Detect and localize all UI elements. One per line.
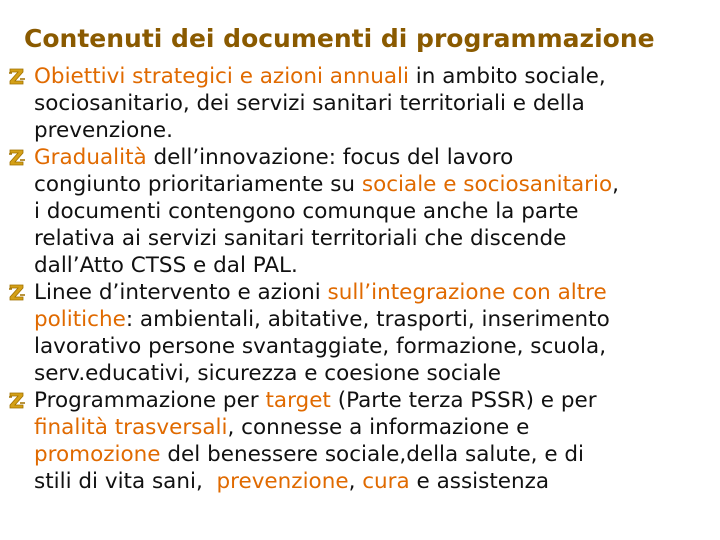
bullet-line: sociosanitario, dei servizi sanitari territoriali e della [34, 91, 585, 116]
bullet-line: dall’Atto CTSS e dal PAL. [34, 253, 298, 278]
bullet-line: politiche: ambientali, abitative, trasporti, inserimento [34, 307, 610, 332]
bullet-line: Programmazione per target (Parte terza PSSR) e per [34, 388, 597, 413]
slide-title: Contenuti dei documenti di programmazione [24, 24, 655, 53]
bullet-item [4, 279, 704, 387]
bullet-list [4, 63, 704, 495]
bullet-line: Obiettivi strategici e azioni annuali in ambito sociale, [34, 64, 606, 89]
z-shaped-bullet-icon [6, 63, 30, 90]
bullet-line: serv.educativi, sicurezza e coesione sociale [34, 361, 502, 386]
bullet-line: prevenzione. [34, 118, 173, 143]
bullet-line: i documenti contengono comunque anche la parte [34, 199, 579, 224]
z-shaped-bullet-icon [6, 387, 30, 414]
z-shaped-bullet-icon [6, 279, 30, 306]
bullet-item [4, 387, 704, 495]
bullet-line: stili di vita sani, prevenzione, cura e assistenza [34, 469, 550, 494]
bullet-line: Gradualità dell’innovazione: focus del lavoro [34, 145, 514, 170]
bullet-line: finalità trasversali, connesse a informazione e [34, 415, 530, 440]
bullet-item [4, 63, 704, 144]
bullet-line: lavorativo persone svantaggiate, formazione, scuola, [34, 334, 607, 359]
bullet-line: congiunto prioritariamente su sociale e sociosanitario, [34, 172, 619, 197]
z-shaped-bullet-icon [6, 144, 30, 171]
bullet-line: relativa ai servizi sanitari territoriali che discende [34, 226, 567, 251]
bullet-line: Linee d’intervento e azioni sull’integrazione con altre [34, 280, 607, 305]
bullet-item [4, 144, 704, 279]
bullet-line: promozione del benessere sociale,della salute, e di [34, 442, 585, 467]
